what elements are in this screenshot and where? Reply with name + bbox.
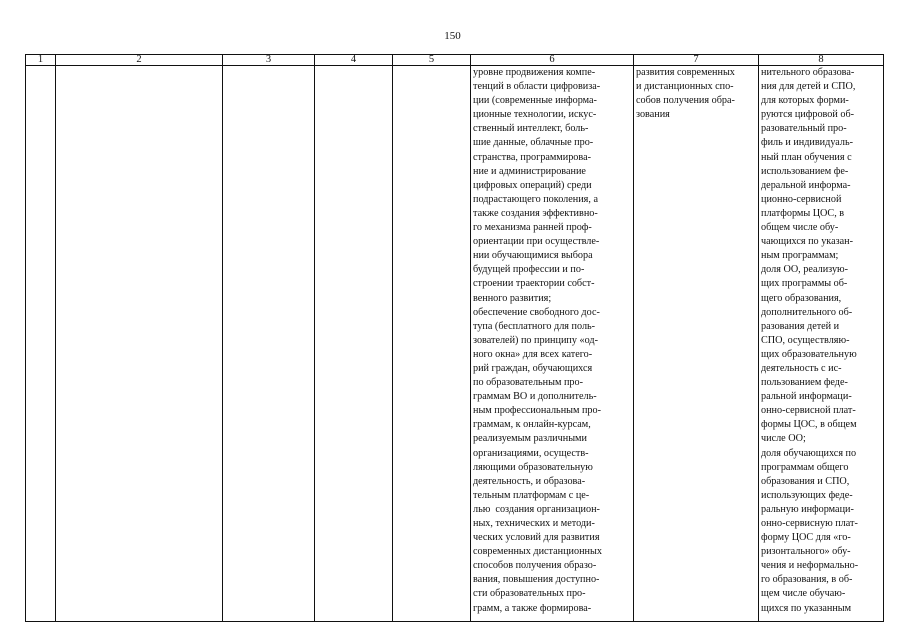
text-line: ционные технологии, искус-	[473, 109, 597, 121]
text-line: обеспечение свободного дос-	[473, 306, 600, 318]
text-line: уровне продвижения компе-	[473, 67, 596, 78]
text-line: руются цифровой об-	[761, 109, 855, 121]
cell-col-2	[56, 66, 223, 622]
text-line: собов получения обра-	[636, 95, 735, 107]
text-line: онно-сервисной плат-	[761, 405, 856, 417]
text-line: для которых форми-	[761, 95, 849, 107]
text-line: чения и неформально-	[761, 560, 859, 572]
text-line: сти образовательных про-	[473, 588, 586, 600]
text-line: ции (современные информа-	[473, 95, 597, 107]
text-line: деятельность, и образова-	[473, 475, 586, 487]
text-line: числе ОО;	[761, 433, 806, 445]
text-line: грамм, а также формирова-	[473, 602, 592, 614]
text-line: формы ЦОС, в общем	[761, 419, 857, 431]
text-line: чающихся по указан-	[761, 236, 854, 248]
text-line: СПО, осуществляю-	[761, 334, 850, 346]
cell-col-3	[223, 66, 315, 622]
text-line: ральную информаци-	[761, 503, 854, 515]
text-line: филь и индивидуаль-	[761, 137, 854, 149]
text-line: ционно-сервисной	[761, 193, 842, 205]
cell-col-8	[759, 66, 884, 622]
text-line: платформы ЦОС, в	[761, 207, 845, 219]
cell-text-col-6	[473, 66, 631, 616]
text-line: щихся по указанным	[761, 602, 852, 614]
text-line: щих программы об-	[761, 278, 848, 290]
text-line: деральной информа-	[761, 179, 851, 191]
text-line: подрастающего поколения, а	[473, 193, 598, 205]
text-line: форму ЦОС для «го-	[761, 532, 851, 544]
text-line: нии обучающимися выбора	[473, 250, 593, 262]
text-line: ным профессиональным про-	[473, 405, 602, 417]
cell-col-5	[393, 66, 471, 622]
text-line: граммам ВО и дополнитель-	[473, 391, 597, 403]
column-header-6: 6	[471, 55, 634, 66]
text-line: ризонтального» обу-	[761, 546, 851, 558]
text-line: граммам, к онлайн-курсам,	[473, 419, 591, 431]
cell-text-col-8	[761, 66, 881, 616]
text-line: щем числе обучаю-	[761, 588, 846, 600]
text-line: образования и СПО,	[761, 475, 850, 487]
text-line: доля ОО, реализую-	[761, 264, 849, 276]
text-line: разовательный про-	[761, 123, 847, 135]
text-line: общем числе обу-	[761, 222, 839, 234]
text-line: использующих феде-	[761, 489, 853, 501]
text-line: го образования, в об-	[761, 574, 853, 586]
column-header-3: 3	[223, 55, 315, 66]
text-line: ориентации при осуществле-	[473, 236, 600, 248]
text-line: строении траектории собст-	[473, 278, 595, 290]
text-line: ния для детей и СПО,	[761, 81, 856, 93]
text-line: ческих условий для развития	[473, 532, 600, 544]
cell-col-6	[471, 66, 634, 622]
text-line: цифровых операций) среди	[473, 179, 592, 191]
text-line: организациями, осуществ-	[473, 447, 589, 459]
text-line: по образовательным про-	[473, 377, 584, 389]
cell-text-col-7	[636, 66, 756, 122]
text-line: программам общего	[761, 461, 849, 473]
text-line: использованием фе-	[761, 165, 849, 177]
text-line: рий граждан, обучающихся	[473, 362, 593, 374]
text-line: онно-сервисную плат-	[761, 518, 858, 529]
text-line: венного развития;	[473, 292, 552, 304]
text-line: и дистанционных спо-	[636, 81, 734, 93]
text-line: ляющими образовательную	[473, 461, 593, 473]
text-line: зования	[636, 109, 670, 121]
text-line: способов получения образо-	[473, 560, 597, 572]
column-header-4: 4	[315, 55, 393, 66]
header-row	[26, 55, 884, 66]
text-line: вания, повышения доступно-	[473, 574, 600, 586]
text-line: тенций в области цифровиза-	[473, 81, 601, 93]
text-line: щего образования,	[761, 292, 842, 304]
text-line: ным программам;	[761, 250, 839, 262]
text-line: деятельность с ис-	[761, 362, 842, 374]
text-line: доля обучающихся по	[761, 447, 857, 459]
text-line: лью создания организацион-	[473, 503, 600, 515]
text-line: реализуемым различными	[473, 433, 587, 445]
column-header-2: 2	[56, 55, 223, 66]
column-header-5: 5	[393, 55, 471, 66]
text-line: шие данные, облачные про-	[473, 137, 594, 149]
text-line: нительного образова-	[761, 67, 855, 78]
text-line: тельным платформам с це-	[473, 489, 590, 501]
text-line: современных дистанционных	[473, 546, 602, 558]
text-line: щих образовательную	[761, 348, 857, 360]
text-line: ральной информаци-	[761, 391, 852, 403]
cell-col-7	[634, 66, 759, 622]
column-header-7: 7	[634, 55, 759, 66]
document-table	[25, 54, 884, 622]
text-line: странства, программирова-	[473, 151, 591, 163]
table-row	[26, 66, 884, 622]
text-line: ных, технических и методи-	[473, 518, 595, 529]
text-line: ственный интеллект, боль-	[473, 123, 589, 135]
page-number: 150	[444, 30, 461, 42]
text-line: дополнительного об-	[761, 306, 853, 318]
text-line: развития современных	[636, 67, 735, 78]
text-line: ный план обучения с	[761, 151, 852, 163]
cell-col-1	[26, 66, 56, 622]
text-line: го механизма ранней проф-	[473, 222, 592, 234]
column-header-1: 1	[26, 55, 56, 66]
cell-col-4	[315, 66, 393, 622]
column-header-8: 8	[759, 55, 884, 66]
text-line: тупа (бесплатного для поль-	[473, 320, 596, 332]
text-line: будущей профессии и по-	[473, 264, 585, 276]
text-line: ного окна» для всех катего-	[473, 348, 593, 360]
text-line: ние и администрирование	[473, 165, 586, 177]
text-line: также создания эффективно-	[473, 207, 598, 219]
text-line: зователей) по принципу «од-	[473, 334, 598, 346]
text-line: пользованием феде-	[761, 377, 848, 389]
text-line: разования детей и	[761, 320, 840, 332]
